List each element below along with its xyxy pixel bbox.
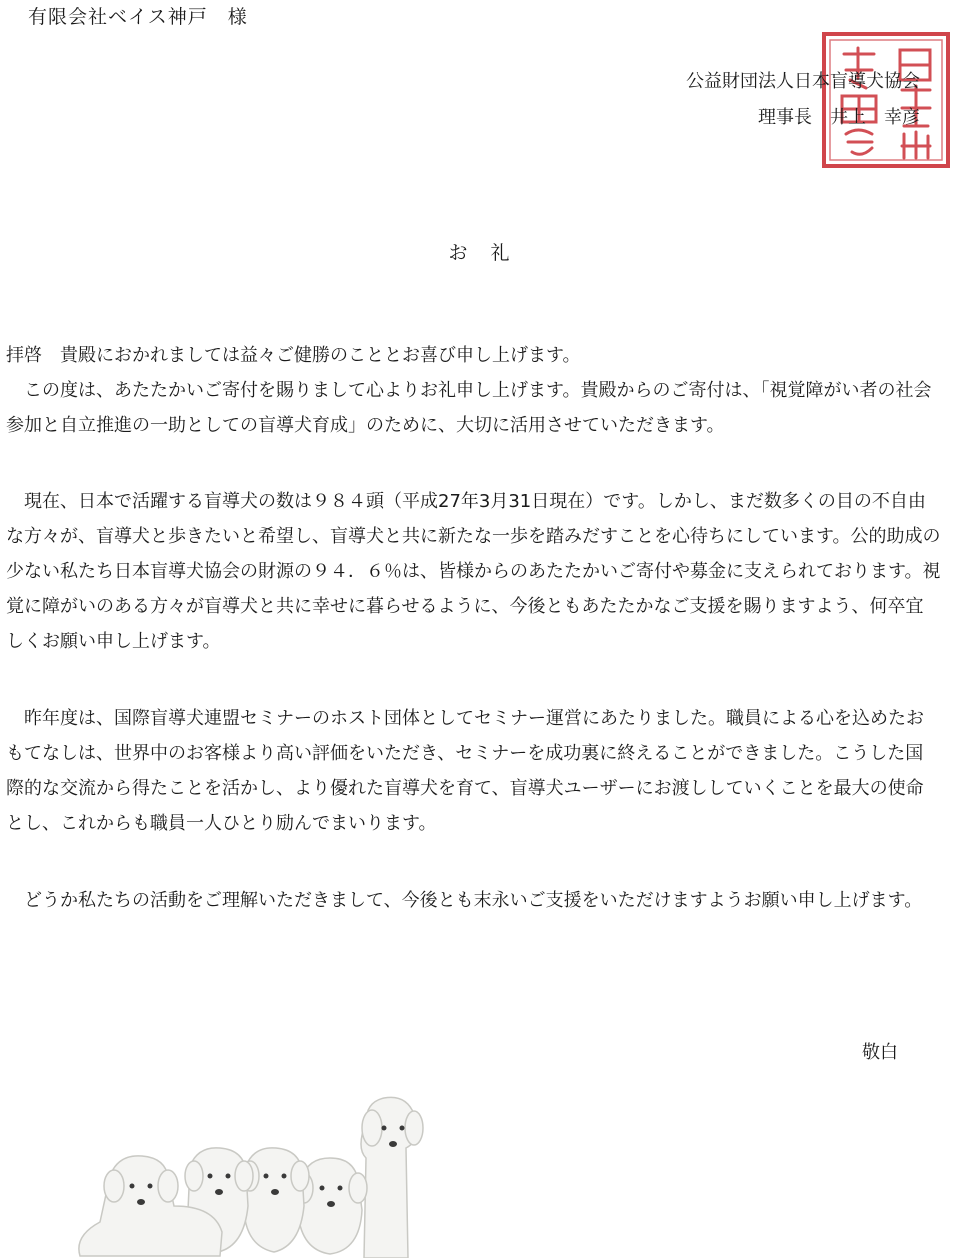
letter-body (6, 338, 941, 918)
sender-name: 理事長 井上 幸彦 (758, 107, 920, 128)
body-paragraph-2: 現在、日本で活躍する盲導犬の数は９８４頭（平成27年3月31日現在）です。しかし、まだ数多くの目の不自由な方々が、盲導犬と歩きたいと希望し、盲導犬と共に新たな一歩を踏みだすことを心待ちにしています。公的助成の少ない私たち日本盲導犬協会の財源の９４．６％は、皆様からのあたたかいご寄付や募金に支えられております。視覚に障がいのある方々が盲導犬と共に幸せに暮らせるように、今後ともあたたかなご支援を賜りますよう、何卒宜しくお願い申し上げます。 (6, 491, 941, 652)
labrador-puppies-illustration (70, 1070, 450, 1258)
sender-organization: 公益財団法人日本盲導犬協会 (686, 71, 920, 92)
addressee: 有限会社ベイス神戸 様 (28, 6, 248, 28)
letter-title: お 礼 (448, 242, 512, 264)
body-paragraph-1: この度は、あたたかいご寄付を賜りまして心よりお礼申し上げます。貴殿からのご寄付は、「視覚障がい者の社会参加と自立推進の一助としての盲導犬育成」のために、大切に活用させていただきます。 (6, 380, 932, 436)
closing-word: 敬白 (862, 1042, 898, 1063)
sender-block (686, 64, 920, 136)
body-paragraph-3: 昨年度は、国際盲導犬連盟セミナーのホスト団体としてセミナー運営にあたりました。職員による心を込めたおもてなしは、世界中のお客様より高い評価をいただき、セミナーを成功裏に終えることができました。こうした国際的な交流から得たことを活かし、より優れた盲導犬を育て、盲導犬ユーザーにお渡ししていくことを最大の使命とし、これからも職員一人ひとり励んでまいります。 (6, 708, 924, 834)
greeting-paragraph: 拝啓 貴殿におかれましては益々ご健勝のこととお喜び申し上げます。 (6, 345, 581, 366)
body-paragraph-4: どうか私たちの活動をご理解いただきまして、今後とも末永いご支援をいただけますようお願い申し上げます。 (24, 890, 923, 911)
